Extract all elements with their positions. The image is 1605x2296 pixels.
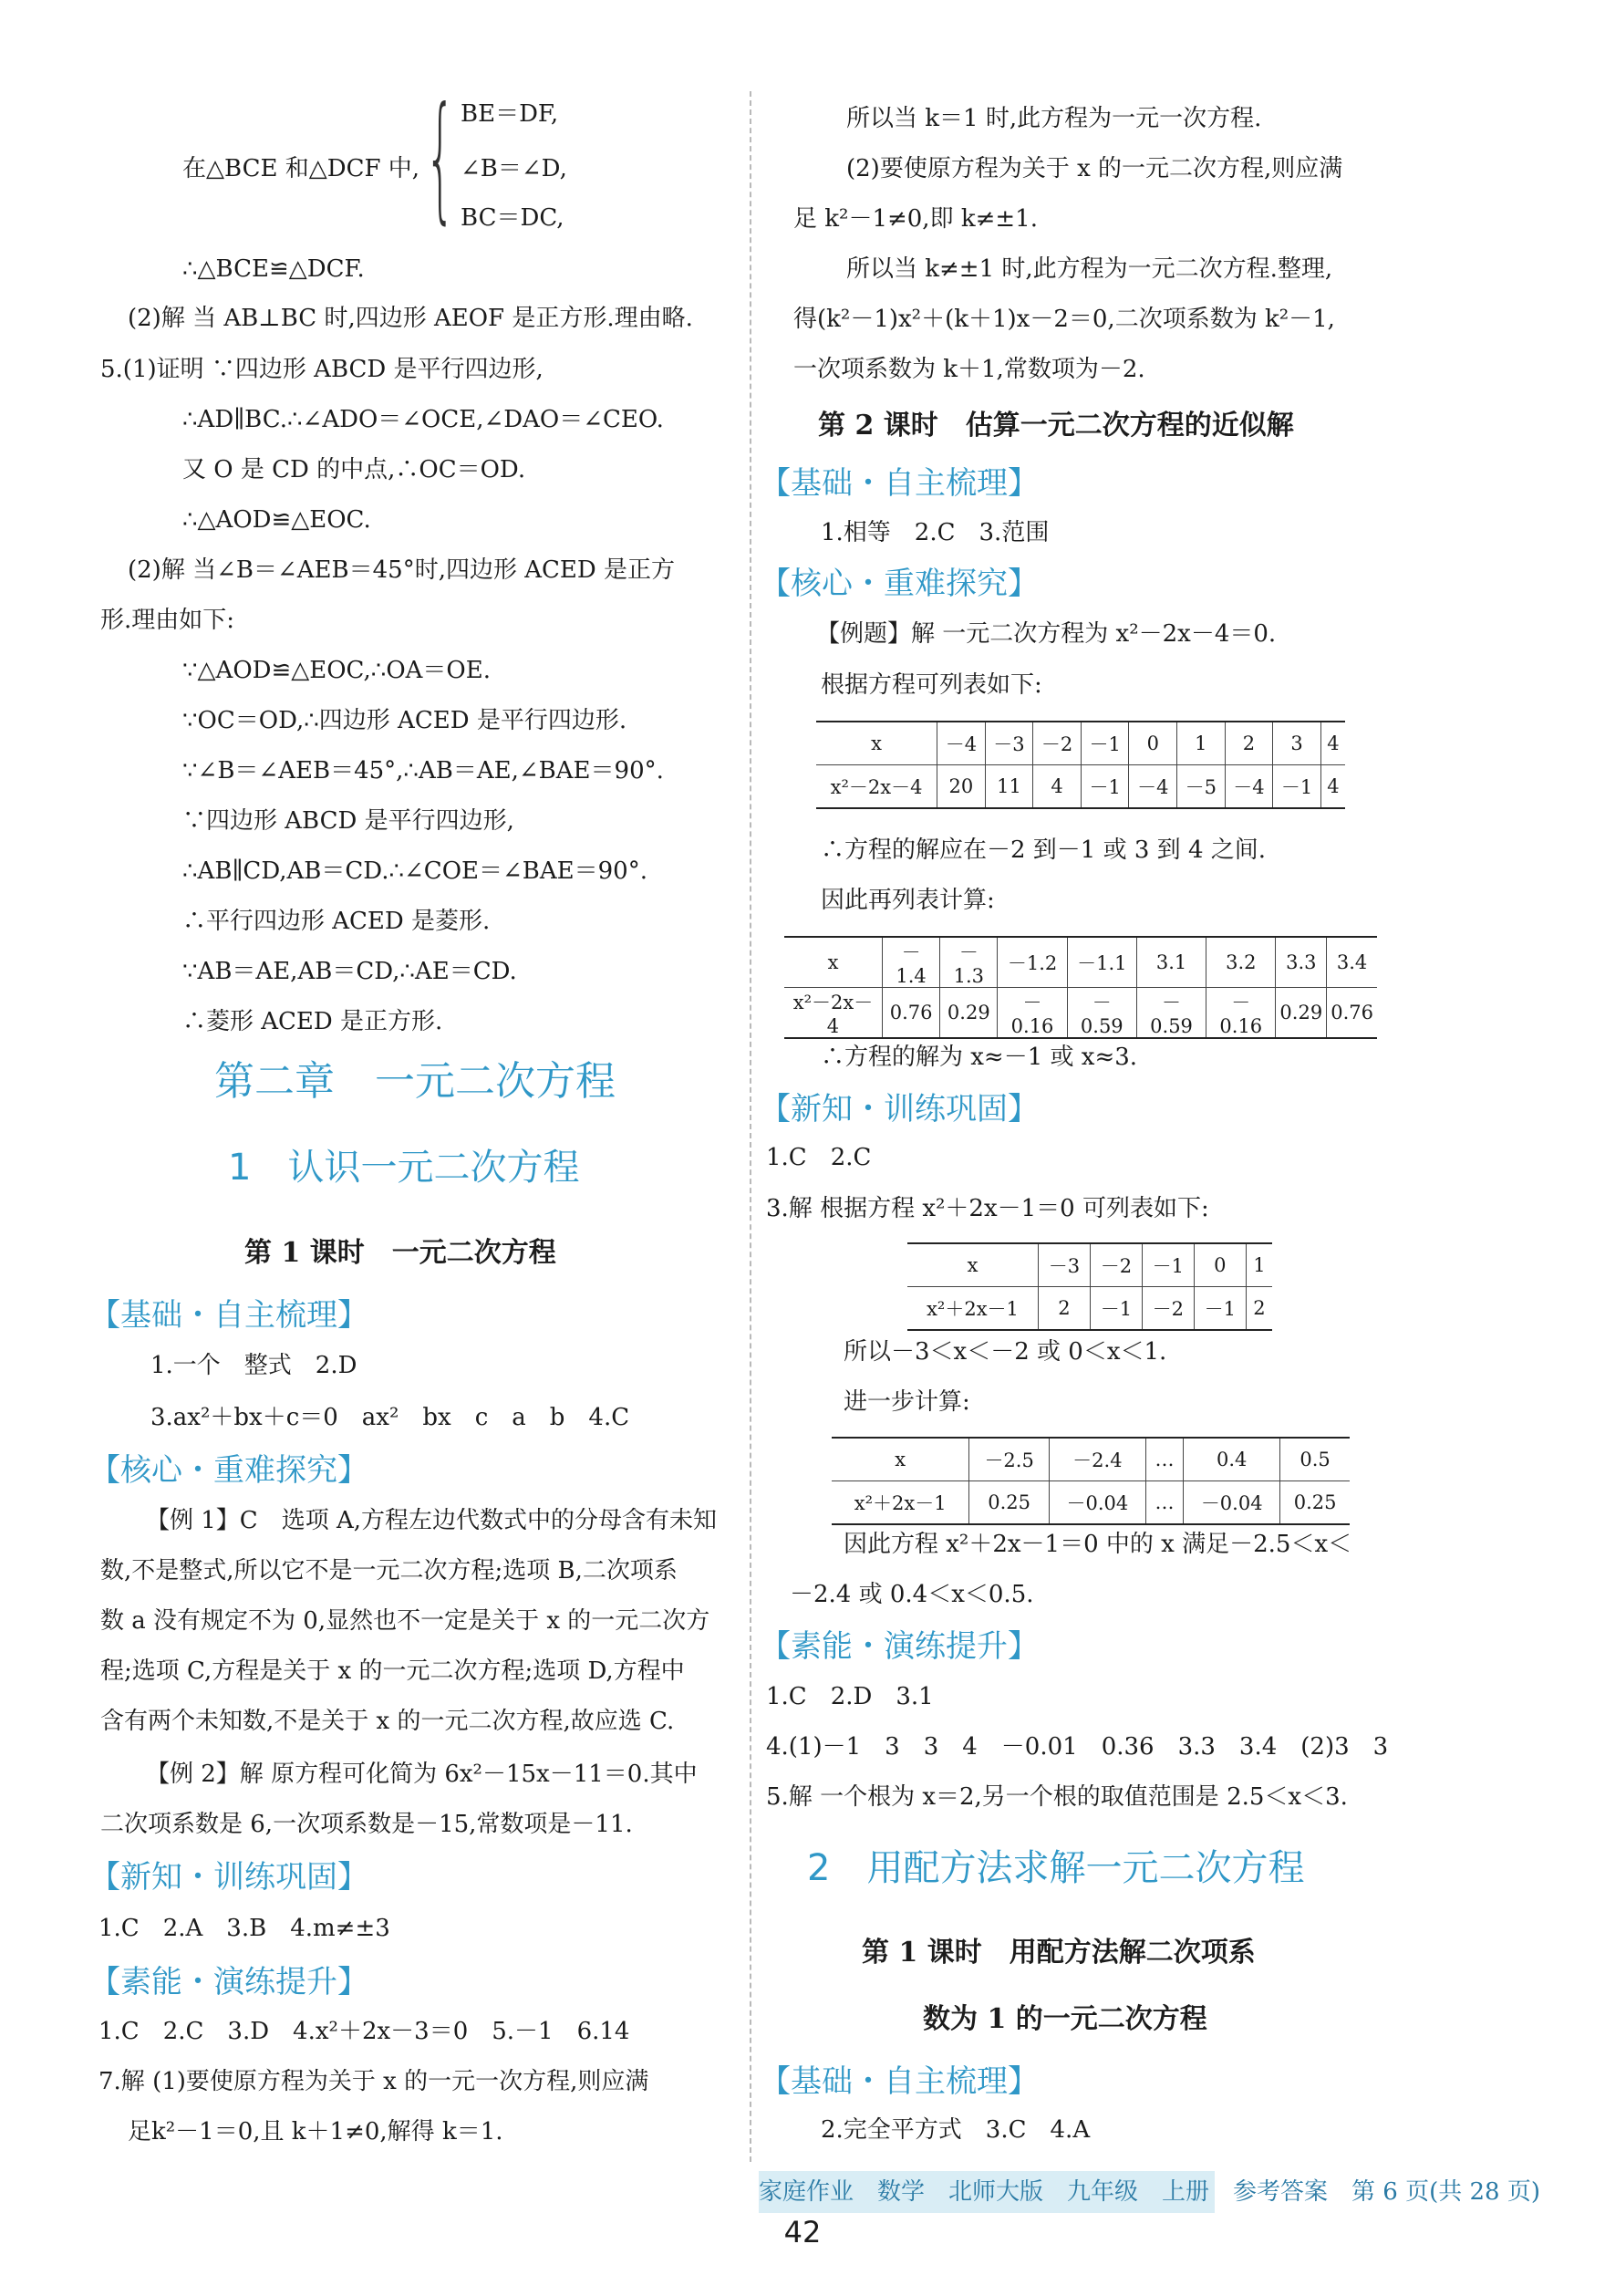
- value-table: [784, 936, 1377, 1039]
- table-cell: 3.3: [1276, 937, 1327, 988]
- brace-symbol: {: [425, 78, 456, 237]
- proof-line: ∵OC＝OD,∴四边形 ACED 是平行四边形.: [182, 707, 627, 734]
- table-row-label: x: [907, 1243, 1039, 1287]
- answer-line: 1.一个 整式 2.D: [150, 1352, 357, 1379]
- table-cell: 3.1: [1136, 937, 1206, 988]
- proof-line: 又 O 是 CD 的中点,∴OC＝OD.: [182, 456, 526, 483]
- section-header: 【基础・自主梳理】: [760, 2063, 1039, 2100]
- proof-line: 在△BCE 和△DCF 中,: [182, 155, 420, 182]
- section-header: 【素能・演练提升】: [760, 1628, 1039, 1665]
- table-cell: －2: [1090, 1243, 1142, 1287]
- section-header: 【核心・重难探究】: [89, 1452, 368, 1489]
- table-cell: －1.4: [882, 937, 939, 988]
- table-cell: －4: [937, 722, 986, 765]
- answer-line: 3.ax²＋bx＋c＝0 ax² bx c a b 4.C: [150, 1404, 630, 1431]
- table-cell: －1.2: [998, 937, 1067, 988]
- table-cell: 0.4: [1184, 1438, 1280, 1481]
- table-row: [784, 988, 1377, 1039]
- table-cell: 3.2: [1206, 937, 1276, 988]
- table-cell: －3: [985, 722, 1033, 765]
- column-divider: [750, 91, 751, 2162]
- example-line: 【例题】解 一元二次方程为 x²－2x－4＝0.: [816, 620, 1277, 648]
- table-cell: －2: [1033, 722, 1082, 765]
- section-header: 【基础・自主梳理】: [89, 1297, 368, 1334]
- table-cell: －4: [1129, 765, 1177, 809]
- proof-line: ∵∠B＝∠AEB＝45°,∴AB＝AE,∠BAE＝90°.: [182, 757, 664, 784]
- example-line: 【例 2】解 原方程可化简为 6x²－15x－11＝0.其中: [146, 1761, 698, 1788]
- proof-line: ∵四边形 ABCD 是平行四边形,: [182, 807, 514, 835]
- answer-line: 一次项系数为 k＋1,常数项为－2.: [793, 356, 1145, 383]
- answer-line: 5.(1)证明 ∵四边形 ABCD 是平行四边形,: [100, 356, 544, 383]
- answer-line: 7.解 (1)要使原方程为关于 x 的一元一次方程,则应满: [98, 2068, 649, 2095]
- lesson-title: 第 1 课时 一元二次方程: [244, 1237, 556, 1269]
- example-line: 数,不是整式,所以它不是一元二次方程;选项 B,二次项系: [100, 1557, 678, 1584]
- table-row-label: x: [816, 722, 937, 765]
- section-header: 【基础・自主梳理】: [760, 465, 1039, 502]
- answer-line: 1.相等 2.C 3.范围: [821, 519, 1050, 546]
- table-cell: －1: [1090, 1287, 1142, 1331]
- answer-line: 1.C 2.D 3.1: [766, 1683, 934, 1710]
- footer-banner: 家庭作业 数学 北师大版 九年级 上册 参考答案 第 6 页(共 28 页): [759, 2171, 1215, 2213]
- page-number: 42: [783, 2215, 822, 2249]
- answer-line: 2.完全平方式 3.C 4.A: [821, 2116, 1091, 2144]
- answer-line: 1.C 2.A 3.B 4.m≠±3: [98, 1915, 390, 1942]
- proof-line: ∴菱形 ACED 是正方形.: [182, 1008, 443, 1035]
- table-cell: …: [1145, 1438, 1183, 1481]
- proof-line: BC＝DC,: [461, 204, 564, 232]
- table-row: [784, 937, 1377, 988]
- table-cell: 2: [1039, 1287, 1091, 1331]
- table-row-label: x²＋2x－1: [907, 1287, 1039, 1331]
- table-cell: －0.59: [1067, 988, 1136, 1039]
- example-line: 含有两个未知数,不是关于 x 的一元二次方程,故应选 C.: [100, 1708, 675, 1735]
- table-cell: 0.76: [1327, 988, 1377, 1039]
- table-cell: －1: [1194, 1287, 1246, 1331]
- answer-line: (2)解 当∠B＝∠AEB＝45°时,四边形 ACED 是正方: [128, 556, 676, 584]
- table-cell: 2: [1225, 722, 1273, 765]
- answer-line: 4.(1)－1 3 3 4 －0.01 0.36 3.3 3.4 (2)3 3: [766, 1733, 1389, 1761]
- answer-line: 所以－3＜x＜－2 或 0＜x＜1.: [844, 1338, 1167, 1366]
- table-cell: －5: [1177, 765, 1226, 809]
- table-cell: －0.59: [1136, 988, 1206, 1039]
- answer-line: (2)解 当 AB⊥BC 时,四边形 AEOF 是正方形.理由略.: [128, 305, 693, 332]
- table-cell: 3: [1273, 722, 1321, 765]
- answer-line: 1.C 2.C: [766, 1144, 872, 1171]
- answer-line: 形.理由如下:: [100, 607, 235, 634]
- section-header: 【新知・训练巩固】: [89, 1859, 368, 1896]
- proof-line: ∵AB＝AE,AB＝CD,∴AE＝CD.: [182, 958, 517, 985]
- example-line: 根据方程可列表如下:: [821, 671, 1042, 699]
- table-cell: －2.4: [1049, 1438, 1145, 1481]
- table-cell: 4: [1320, 722, 1345, 765]
- table-cell: 3.4: [1327, 937, 1377, 988]
- lesson-title: 第 2 课时 估算一元二次方程的近似解: [818, 410, 1294, 442]
- table-cell: 0.76: [882, 988, 939, 1039]
- table-cell: －0.04: [1049, 1481, 1145, 1525]
- proof-line: ∴平行四边形 ACED 是菱形.: [182, 908, 491, 935]
- table-cell: －0.16: [1206, 988, 1276, 1039]
- answer-line: (2)要使原方程为关于 x 的一元二次方程,则应满: [846, 155, 1343, 182]
- table-row-label: x: [832, 1438, 969, 1481]
- table-row-label: x²＋2x－1: [832, 1481, 969, 1525]
- answer-line: 3.解 根据方程 x²＋2x－1＝0 可列表如下:: [766, 1195, 1209, 1222]
- proof-line: ∴AD∥BC.∴∠ADO＝∠OCE,∠DAO＝∠CEO.: [182, 406, 664, 433]
- table-row: [832, 1438, 1350, 1481]
- table-cell: 0.25: [969, 1481, 1050, 1525]
- example-line: ∴方程的解为 x≈－1 或 x≈3.: [821, 1044, 1138, 1071]
- answer-line: 足k²－1＝0,且 k＋1≠0,解得 k＝1.: [128, 2118, 503, 2145]
- table-row-label: x: [784, 937, 882, 988]
- proof-line: ∠B＝∠D,: [461, 155, 567, 182]
- example-line: 数 a 没有规定不为 0,显然也不一定是关于 x 的一元二次方: [100, 1607, 710, 1635]
- table-row-label: x²－2x－4: [816, 765, 937, 809]
- table-cell: 20: [937, 765, 986, 809]
- answer-line: 所以当 k≠±1 时,此方程为一元二次方程.整理,: [846, 255, 1333, 283]
- table-cell: －1: [1273, 765, 1321, 809]
- table-cell: －3: [1039, 1243, 1091, 1287]
- table-cell: 0.29: [1276, 988, 1327, 1039]
- table-cell: 0.5: [1280, 1438, 1350, 1481]
- table-row: [816, 765, 1345, 809]
- proof-line: ∴△BCE≌△DCF.: [182, 255, 365, 283]
- table-cell: 2: [1246, 1287, 1272, 1331]
- example-line: 二次项系数是 6,一次项系数是－15,常数项是－11.: [100, 1811, 633, 1838]
- table-cell: 0.29: [940, 988, 998, 1039]
- table-row: [832, 1481, 1350, 1525]
- example-line: ∴方程的解应在－2 到－1 或 3 到 4 之间.: [821, 836, 1267, 864]
- section-title: 2 用配方法求解一元二次方程: [807, 1847, 1305, 1889]
- lesson-title: 第 1 课时 用配方法解二次项系: [862, 1937, 1256, 1969]
- answer-line: 足 k²－1≠0,即 k≠±1.: [793, 205, 1038, 233]
- table-cell: 0: [1194, 1243, 1246, 1287]
- table-cell: －4: [1225, 765, 1273, 809]
- table-row: [907, 1243, 1272, 1287]
- answer-line: 1.C 2.C 3.D 4.x²＋2x－3＝0 5.－1 6.14: [98, 2018, 630, 2045]
- proof-line: ∴AB∥CD,AB＝CD.∴∠COE＝∠BAE＝90°.: [182, 857, 647, 885]
- section-header: 【核心・重难探究】: [760, 566, 1039, 602]
- proof-line: ∴△AOD≌△EOC.: [182, 506, 371, 534]
- table-row: [907, 1287, 1272, 1331]
- table-cell: 11: [985, 765, 1033, 809]
- answer-line: 因此方程 x²＋2x－1＝0 中的 x 满足－2.5＜x＜: [844, 1531, 1352, 1558]
- table-cell: －2: [1142, 1287, 1194, 1331]
- answer-line: 得(k²－1)x²＋(k＋1)x－2＝0,二次项系数为 k²－1,: [793, 306, 1335, 333]
- value-table: [832, 1437, 1350, 1525]
- answer-line: 所以当 k＝1 时,此方程为一元一次方程.: [846, 105, 1262, 132]
- example-line: 程;选项 C,方程是关于 x 的一元二次方程;选项 D,方程中: [100, 1657, 685, 1685]
- value-table: [816, 721, 1345, 809]
- table-cell: －1: [1081, 722, 1129, 765]
- table-cell: 4: [1033, 765, 1082, 809]
- table-cell: －2.5: [969, 1438, 1050, 1481]
- table-cell: －1: [1142, 1243, 1194, 1287]
- table-cell: 1: [1246, 1243, 1272, 1287]
- section-header: 【素能・演练提升】: [89, 1964, 368, 2000]
- proof-line: BE＝DF,: [461, 100, 559, 128]
- table-cell: …: [1145, 1481, 1183, 1525]
- table-cell: －0.04: [1184, 1481, 1280, 1525]
- table-cell: 0.25: [1280, 1481, 1350, 1525]
- proof-line: ∵△AOD≌△EOC,∴OA＝OE.: [182, 657, 491, 684]
- example-line: 【例 1】C 选项 A,方程左边代数式中的分母含有未知: [146, 1507, 718, 1534]
- section-header: 【新知・训练巩固】: [760, 1091, 1039, 1127]
- table-cell: －1.1: [1067, 937, 1136, 988]
- table-cell: －1.3: [940, 937, 998, 988]
- value-table: [907, 1242, 1272, 1331]
- lesson-title: 数为 1 的一元二次方程: [923, 2003, 1207, 2035]
- answer-line: －2.4 或 0.4＜x＜0.5.: [790, 1581, 1034, 1608]
- example-line: 因此再列表计算:: [821, 887, 995, 914]
- table-cell: 4: [1320, 765, 1345, 809]
- section-title: 1 认识一元二次方程: [228, 1147, 580, 1189]
- table-row-label: x²－2x－4: [784, 988, 882, 1039]
- table-cell: －1: [1081, 765, 1129, 809]
- answer-line: 5.解 一个根为 x＝2,另一个根的取值范围是 2.5＜x＜3.: [766, 1783, 1348, 1811]
- answer-line: 进一步计算:: [844, 1388, 970, 1416]
- chapter-title: 第二章 一元二次方程: [214, 1058, 616, 1105]
- table-cell: 0: [1129, 722, 1177, 765]
- table-row: [816, 722, 1345, 765]
- table-cell: 1: [1177, 722, 1226, 765]
- table-cell: －0.16: [998, 988, 1067, 1039]
